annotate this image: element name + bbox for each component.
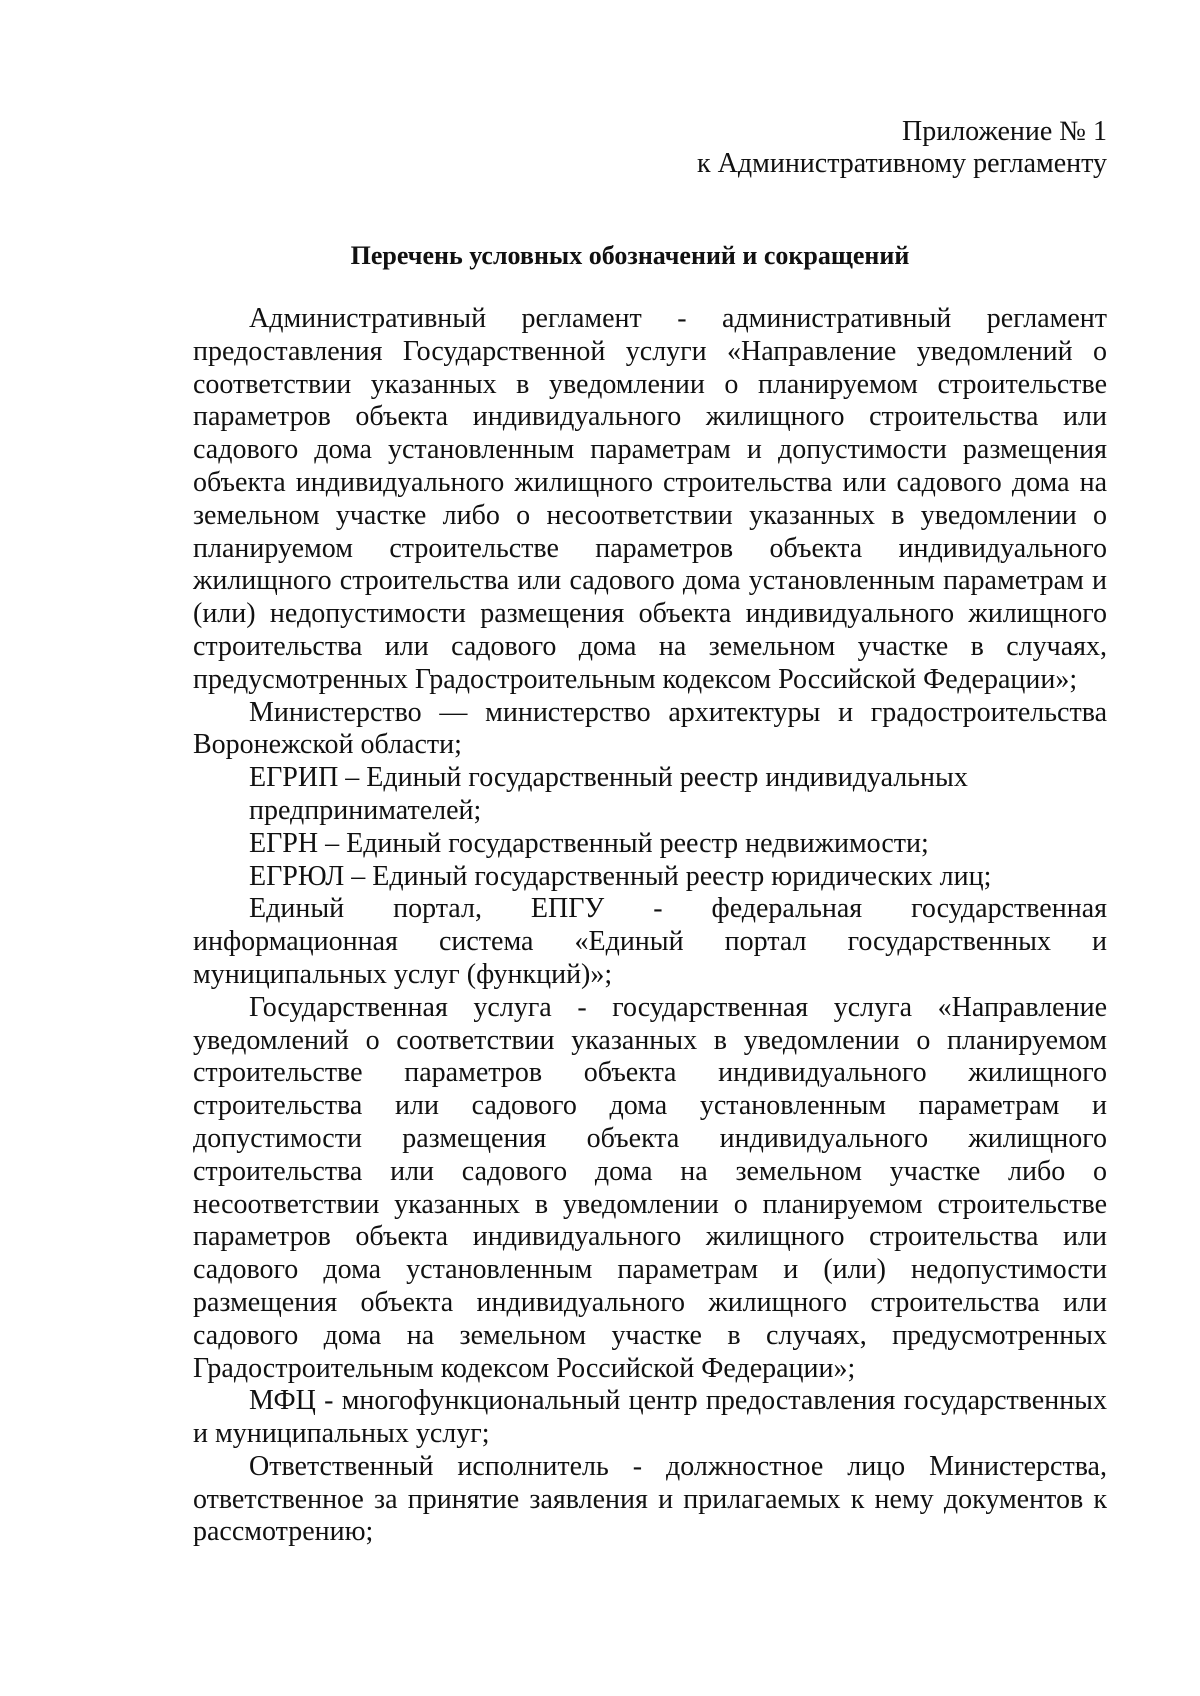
definition-mfc: МФЦ - многофункциональный центр предоставления государственных и муниципальных услуг; — [193, 1385, 1107, 1450]
definition-egrip: ЕГРИП – Единый государственный реестр индивидуальных предпринимателей; — [249, 762, 968, 826]
document-body — [193, 303, 1107, 1549]
definition-responsible-executor: Ответственный исполнитель - должностное лицо Министерства, ответственное за принятие заявления и прилагаемых к нему документов к рассмотрению; — [193, 1450, 1107, 1548]
definition-administrative-regulation: Административный регламент - административный регламент предоставления Государственной услуги «Направление уведомлений о соответствии указанных в уведомлении о планируемом строительстве параметров объекта индивидуального жилищного строительства или садового дома установленным параметрам и допустимости размещения объекта индивидуального жилищного строительства или садового дома на земельном участке либо о несоответствии указанных в уведомлении о планируемом строительстве параметров объекта индивидуального жилищного строительства или садового дома установленным параметрам и (или) недопустимости размещения объекта индивидуального жилищного строительства или садового дома на земельном участке в случаях, предусмотренных Градостроительным кодексом Российской Федерации»; — [193, 303, 1107, 695]
definition-egrul: ЕГРЮЛ – Единый государственный реестр юридических лиц; — [249, 860, 992, 892]
definition-unified-portal: Единый портал, ЕПГУ - федеральная государственная информационная система «Единый портал государственных и муниципальных услуг (функций)»; — [193, 893, 1107, 990]
appendix-number: Приложение № 1 — [902, 116, 1107, 147]
appendix-reference: к Административному регламенту — [697, 148, 1107, 179]
appendix-header — [697, 116, 1107, 180]
definition-ministry: Министерство — министерство архитектуры и градостроительства Воронежской области; — [193, 696, 1107, 761]
definition-state-service: Государственная услуга - государственная услуга «Направление уведомлений о соответствии указанных в уведомлении о планируемом строительстве параметров объекта индивидуального жилищного строительства или садового дома установленным параметрам и допустимости размещения объекта индивидуального жилищного строительства или садового дома на земельном участке либо о несоответствии указанных в уведомлении о планируемом строительстве параметров объекта индивидуального жилищного строительства или садового дома установленным параметрам и (или) недопустимости размещения объекта индивидуального жилищного строительства или садового дома на земельном участке в случаях, предусмотренных Градостроительным кодексом Российской Федерации»; — [193, 991, 1107, 1384]
definition-egrn: ЕГРН – Единый государственный реестр недвижимости; — [249, 827, 929, 859]
document-title: Перечень условных обозначений и сокращений — [350, 241, 910, 270]
